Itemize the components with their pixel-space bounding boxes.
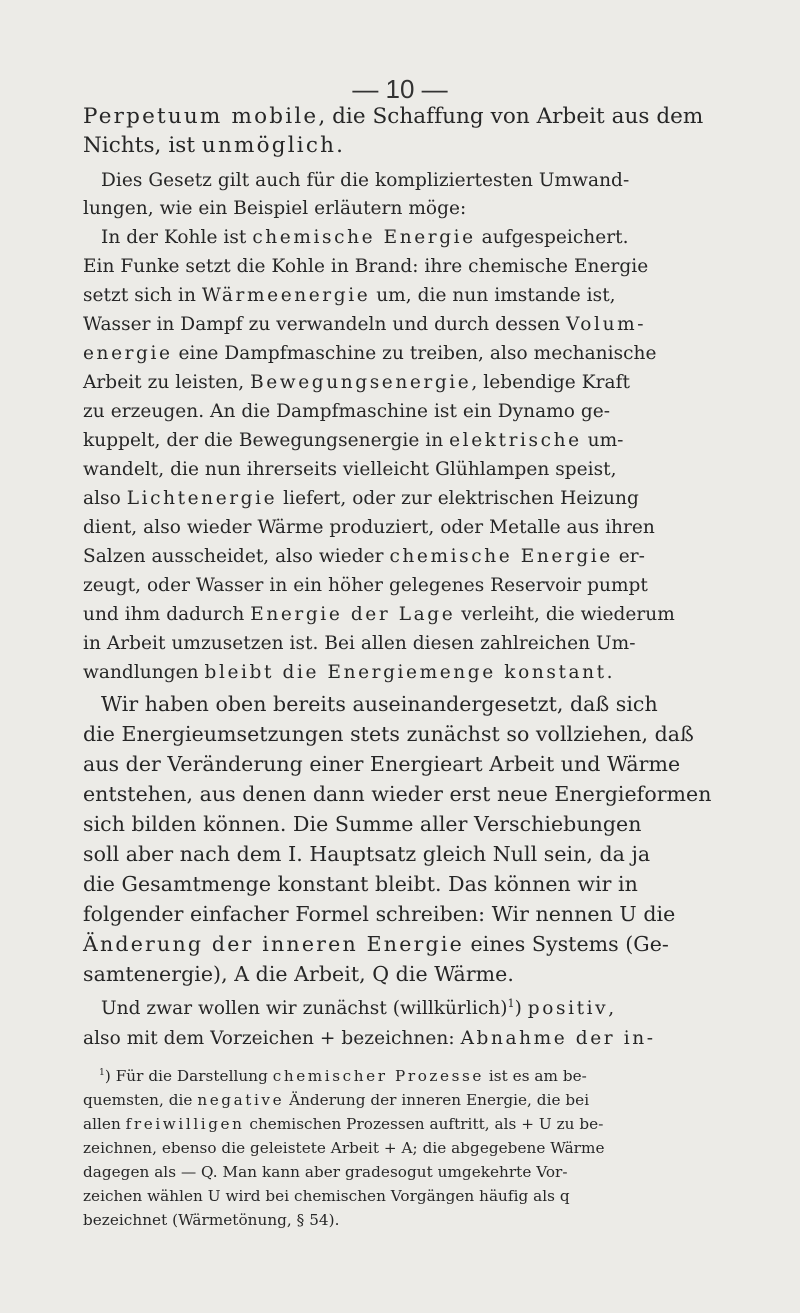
text-run: . <box>336 133 344 158</box>
text-run: die Gesamtmenge konstant bleibt. Das können wir in <box>83 872 638 896</box>
text-line <box>83 810 748 838</box>
text-run: zeichnen, ebenso die geleistete Arbeit + A; die abgegebene Wärme <box>83 1139 605 1157</box>
text-line <box>83 720 748 748</box>
text-run: Salzen ausscheidet, also wieder <box>83 546 390 567</box>
text-line <box>83 253 748 281</box>
text-line <box>83 456 748 484</box>
text-line <box>83 132 748 160</box>
text-run: um, die nun imstande ist, <box>370 285 616 306</box>
spaced-emphasis: Abnahme der in- <box>460 1028 656 1049</box>
text-line <box>83 750 748 778</box>
page-number: — 10 — <box>352 74 448 104</box>
text-run: wandlungen <box>83 662 205 683</box>
spaced-emphasis: positiv <box>527 998 609 1019</box>
text-run: verleiht, die wiederum <box>455 604 675 625</box>
footnote-marker: 1 <box>507 996 515 1010</box>
footnote-line <box>83 1161 748 1183</box>
text-run: also <box>83 488 127 509</box>
text-run: dagegen als — Q. Man kann aber gradesogut umgekehrte Vor- <box>83 1163 568 1181</box>
text-line <box>83 427 748 455</box>
footnote-line <box>99 1065 746 1087</box>
text-run: die Energieumsetzungen stets zunächst so vollziehen, daß <box>83 722 694 746</box>
text-line <box>83 282 748 310</box>
text-run: zeichen wählen U wird bei chemischen Vorgängen häufig als q <box>83 1187 570 1205</box>
text-run: zeugt, oder Wasser in ein höher gelegenes Reservoir pumpt <box>83 575 648 596</box>
text-run: Ein Funke setzt die Kohle in Brand: ihre chemische Energie <box>83 256 649 277</box>
spaced-emphasis: chemische Energie <box>252 227 476 248</box>
spaced-emphasis: negative <box>197 1091 285 1109</box>
text-run: also mit dem Vorzeichen + bezeichnen: <box>83 1028 461 1049</box>
text-line <box>101 995 748 1023</box>
spaced-emphasis: Änderung der inneren Energie <box>83 932 464 956</box>
text-line <box>83 960 748 988</box>
text-run: aus der Veränderung einer Energieart Arbeit und Wärme <box>83 752 681 776</box>
text-line <box>83 930 748 958</box>
text-run: setzt sich in <box>83 285 202 306</box>
spaced-emphasis: elektrische <box>449 430 582 451</box>
text-run: eine Dampfmaschine zu treiben, also mechanische <box>172 343 657 364</box>
text-line <box>83 780 748 808</box>
text-run: Dies Gesetz gilt auch für die kompliziertesten Umwand- <box>101 170 630 191</box>
text-run: , <box>608 998 615 1019</box>
text-line <box>83 195 748 223</box>
text-run: lungen, wie ein Beispiel erläutern möge: <box>83 198 467 219</box>
text-line <box>83 311 748 339</box>
text-line <box>83 840 748 868</box>
text-line <box>83 572 748 600</box>
text-run: er- <box>612 546 645 567</box>
footnote-line <box>83 1209 748 1231</box>
spaced-emphasis: Bewegungsenergie <box>250 372 472 393</box>
text-line <box>83 514 748 542</box>
spaced-emphasis: Energie der Lage <box>250 604 456 625</box>
text-line <box>101 224 748 252</box>
spaced-emphasis: energie <box>83 343 173 364</box>
spaced-emphasis: Perpetuum mobile <box>83 104 319 129</box>
text-run: kuppelt, der die Bewegungsenergie in <box>83 430 450 451</box>
text-line <box>83 485 748 513</box>
spaced-emphasis: chemischer Prozesse <box>272 1067 484 1085</box>
text-run: soll aber nach dem I. Hauptsatz gleich Null sein, da ja <box>83 842 651 866</box>
spaced-emphasis: unmöglich <box>201 133 337 158</box>
text-run: wandelt, die nun ihrerseits vielleicht Glühlampen speist, <box>83 459 617 480</box>
text-line <box>101 167 748 195</box>
text-run: quemsten, die <box>83 1091 198 1109</box>
footnote-line <box>83 1113 748 1135</box>
text-run: samtenergie), A die Arbeit, Q die Wärme. <box>83 962 514 986</box>
text-run: um- <box>581 430 624 451</box>
text-run: eines Systems (Ge- <box>463 932 669 956</box>
text-line <box>83 543 748 571</box>
text-line <box>83 1025 748 1053</box>
text-run: dient, also wieder Wärme produziert, oder Metalle aus ihren <box>83 517 655 538</box>
text-line <box>83 870 748 898</box>
text-run: Nichts, ist <box>83 133 202 158</box>
spaced-emphasis: Lichtenergie <box>126 488 278 509</box>
footnote-line <box>83 1089 748 1111</box>
text-run: , die Schaffung von Arbeit aus dem <box>318 104 704 129</box>
text-run: aufgespeichert. <box>475 227 629 248</box>
text-run: zu erzeugen. An die Dampfmaschine ist ein Dynamo ge- <box>83 401 611 422</box>
spaced-emphasis: Wärmeenergie <box>201 285 371 306</box>
text-run: in Arbeit umzusetzen ist. Bei allen diesen zahlreichen Um- <box>83 633 636 654</box>
text-run: Wasser in Dampf zu verwandeln und durch dessen <box>83 314 567 335</box>
text-run: ist es am be- <box>484 1067 587 1085</box>
text-run: Und zwar wollen wir zunächst (willkürlich) <box>101 998 508 1019</box>
text-run: . <box>606 662 613 683</box>
text-run: chemischen Prozessen auftritt, als + U zu be- <box>244 1115 604 1133</box>
text-run: folgender einfacher Formel schreiben: Wir nennen U die <box>83 902 676 926</box>
text-line <box>83 601 748 629</box>
text-run: und ihm dadurch <box>83 604 251 625</box>
text-line <box>101 690 748 718</box>
footnote-marker: 1 <box>99 1067 105 1078</box>
text-line <box>83 900 748 928</box>
text-run: ) Für die Darstellung <box>104 1067 273 1085</box>
text-run: , lebendige Kraft <box>471 372 630 393</box>
text-run: liefert, oder zur elektrischen Heizung <box>277 488 639 509</box>
text-run: sich bilden können. Die Summe aller Verschiebungen <box>83 812 642 836</box>
text-line <box>83 659 748 687</box>
spaced-emphasis: freiwilligen <box>125 1115 245 1133</box>
spaced-emphasis: chemische Energie <box>389 546 613 567</box>
text-run: Wir haben oben bereits auseinandergesetzt, daß sich <box>101 692 658 716</box>
text-line <box>83 630 748 658</box>
text-line <box>83 103 748 131</box>
text-run: Änderung der inneren Energie, die bei <box>284 1091 590 1109</box>
text-run: allen <box>83 1115 126 1133</box>
text-line <box>83 340 748 368</box>
spaced-emphasis: bleibt die Energiemenge konstant <box>204 662 607 683</box>
footnote-line <box>83 1185 748 1207</box>
text-run: bezeichnet (Wärmetönung, § 54). <box>83 1211 340 1229</box>
text-run: In der Kohle ist <box>101 227 253 248</box>
footnote-line <box>83 1137 748 1159</box>
spaced-emphasis: Volum- <box>566 314 647 335</box>
text-line <box>83 398 748 426</box>
text-line <box>83 369 748 397</box>
text-run: entstehen, aus denen dann wieder erst neue Energieformen <box>83 782 712 806</box>
text-run: ) <box>514 998 528 1019</box>
text-run: Arbeit zu leisten, <box>83 372 251 393</box>
